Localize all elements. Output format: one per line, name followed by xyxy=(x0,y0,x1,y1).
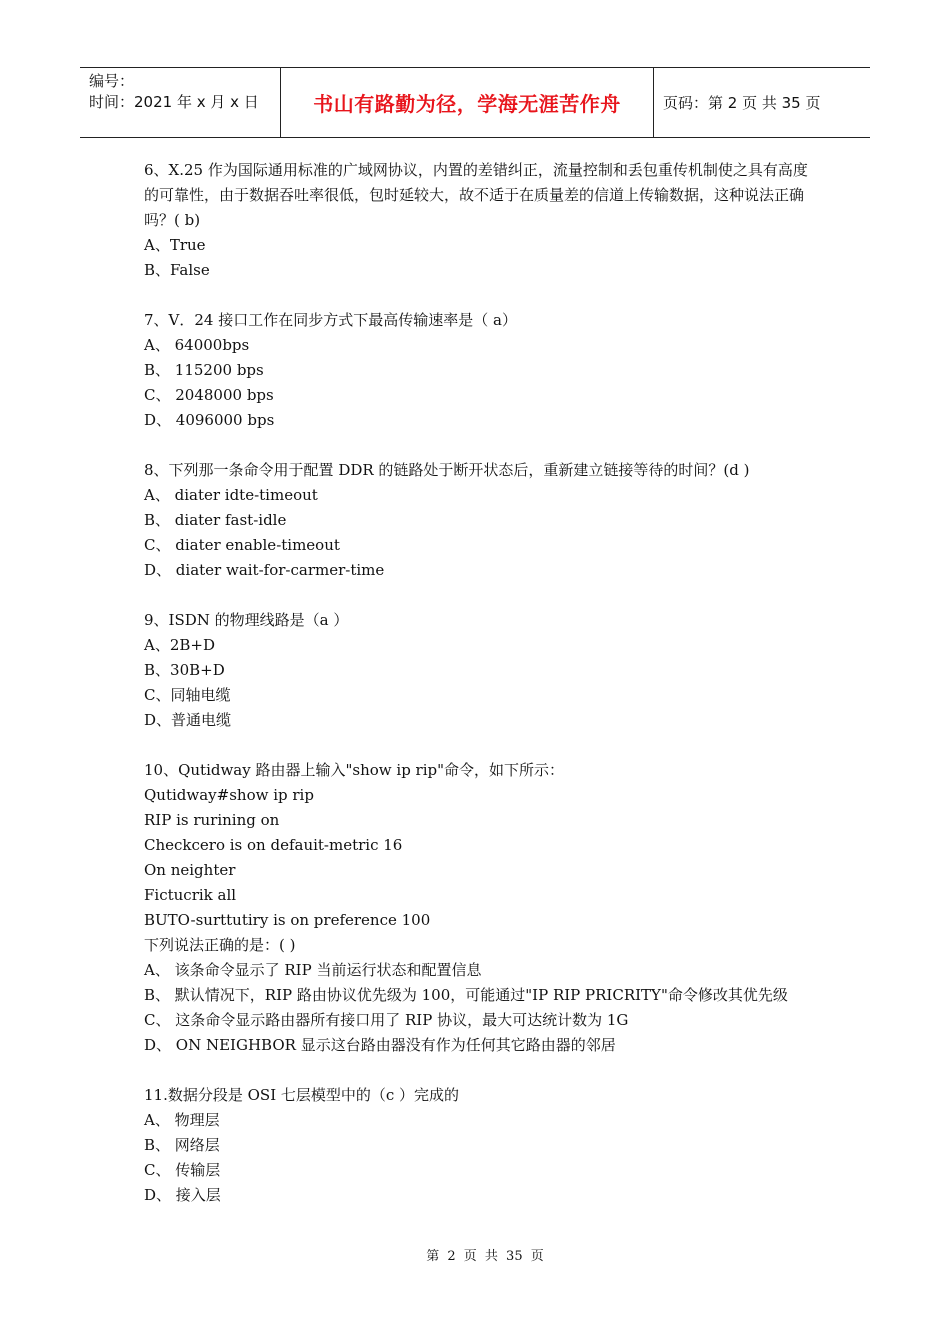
question-stem: 9、ISDN 的物理线路是（a ） xyxy=(144,611,349,629)
question-stem: 10、Qutidway 路由器上输入"show ip rip"命令，如下所示： xyxy=(144,761,565,779)
option-b: B、30B+D xyxy=(144,661,225,679)
option-b: B、 默认情况下，RIP 路由协议优先级为 100，可能通过"IP RIP PRICRITY"命令修改其优先级 xyxy=(144,986,788,1004)
question-stem: 6、X.25 作为国际通用标准的广域网协议，内置的差错纠正，流量控制和丢包重传机制使之具有高度的可靠性，由于数据吞吐率很低，包时延较大，故不适于在质量差的信道上传输数据，这种说法正确吗？( b) xyxy=(144,161,808,229)
serial-label: 编号： xyxy=(89,72,135,90)
option-d: D、 diater wait-for-carmer-time xyxy=(144,561,385,579)
page-header xyxy=(80,67,870,138)
option-d: D、 4096000 bps xyxy=(144,411,275,429)
command-output-line: On neighter xyxy=(144,861,236,879)
question-stem: 8、下列那一条命令用于配置 DDR 的链路处于断开状态后，重新建立链接等待的时间？(d ) xyxy=(144,461,750,479)
header-meta xyxy=(80,68,281,137)
option-b: B、 diater fast-idle xyxy=(144,511,287,529)
option-a: A、2B+D xyxy=(144,636,215,654)
option-c: C、 diater enable-timeout xyxy=(144,536,340,554)
header-motto: 书山有路勤为径，学海无涯苦作舟 xyxy=(281,68,654,137)
option-c: C、 传输层 xyxy=(144,1161,221,1179)
question-11 xyxy=(144,1083,810,1208)
question-prompt: 下列说法正确的是：( ) xyxy=(144,936,296,954)
command-output-line: Checkcero is on defauit-metric 16 xyxy=(144,836,403,854)
option-a: A、 该条命令显示了 RIP 当前运行状态和配置信息 xyxy=(144,961,482,979)
question-stem: 11.数据分段是 OSI 七层模型中的（c ）完成的 xyxy=(144,1086,460,1104)
command-output-line: Qutidway#show ip rip xyxy=(144,786,314,804)
question-6 xyxy=(144,158,810,283)
question-8 xyxy=(144,458,810,583)
command-output-line: Fictucrik all xyxy=(144,886,237,904)
question-7 xyxy=(144,308,810,433)
page-footer: 第 2 页 共 35 页 xyxy=(426,1249,544,1264)
question-9 xyxy=(144,608,810,733)
question-stem: 7、V．24 接口工作在同步方式下最高传输速率是（ a） xyxy=(144,311,517,329)
option-d: D、 ON NEIGHBOR 显示这台路由器没有作为任何其它路由器的邻居 xyxy=(144,1036,616,1054)
option-a: A、 物理层 xyxy=(144,1111,220,1129)
question-10 xyxy=(144,758,810,1058)
option-c: C、 这条命令显示路由器所有接口用了 RIP 协议，最大可达统计数为 1G xyxy=(144,1011,629,1029)
option-b: B、 115200 bps xyxy=(144,361,264,379)
option-a: A、 diater idte-timeout xyxy=(144,486,318,504)
option-c: C、 2048000 bps xyxy=(144,386,274,404)
option-a: A、 64000bps xyxy=(144,336,250,354)
command-output-line: BUTO-surttutiry is on preference 100 xyxy=(144,911,431,929)
option-b: B、 网络层 xyxy=(144,1136,220,1154)
option-b: B、False xyxy=(144,261,210,279)
header-page-label: 页码：第 2 页 共 35 页 xyxy=(663,94,821,112)
command-output-line: RIP is rurining on xyxy=(144,811,280,829)
option-a: A、True xyxy=(144,236,206,254)
option-d: D、普通电缆 xyxy=(144,711,232,729)
option-d: D、 接入层 xyxy=(144,1186,221,1204)
time-label: 时间：2021 年 x 月 x 日 xyxy=(89,93,259,111)
option-c: C、同轴电缆 xyxy=(144,686,231,704)
document-body xyxy=(144,158,810,1233)
